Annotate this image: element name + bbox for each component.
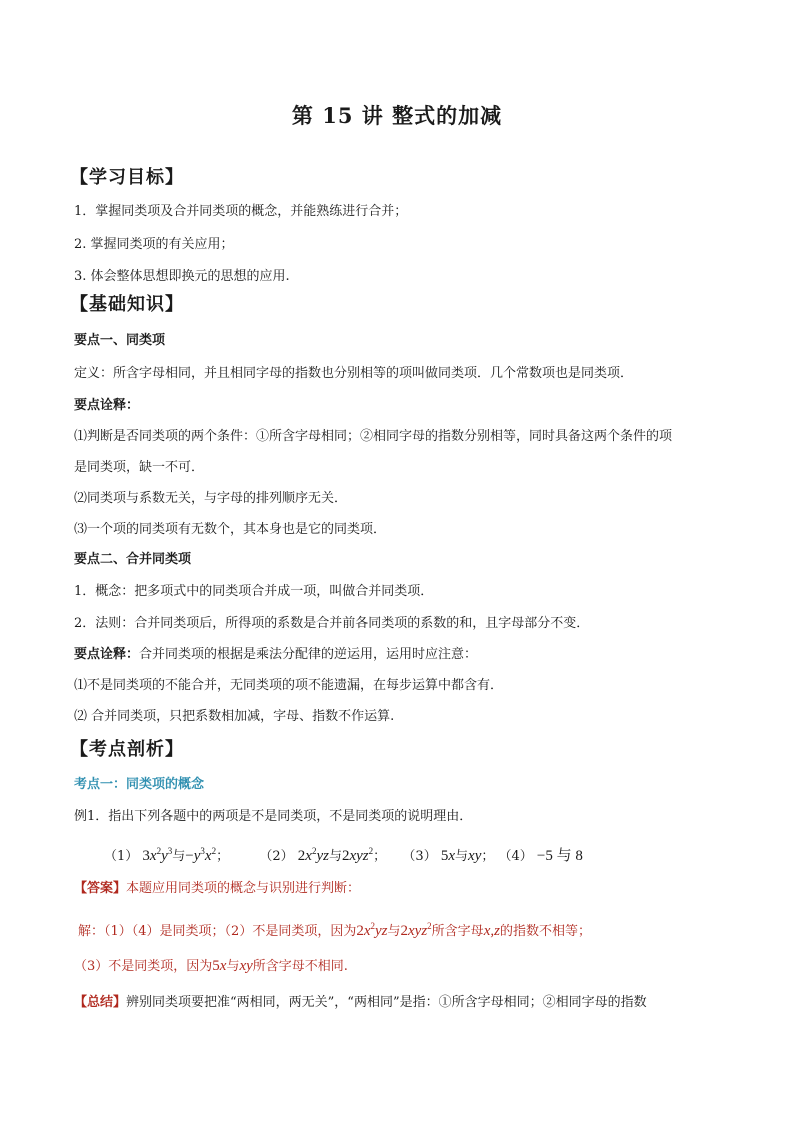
math-expr: xy	[239, 958, 253, 974]
answer-label: 【答案】	[74, 881, 127, 896]
example-items: （1） $3x^2y^3$与$-y^3x^2$； （2） $2x^2yz$与2xyz$^2$； （3） 5x与xy； （4） −5 与 8	[104, 846, 583, 864]
solution-line-2	[74, 957, 348, 976]
summary-text: 辨别同类项要把准“两相同，两无关”，“两相同”是指：①所含字母相同；②相同字母的指数	[126, 995, 647, 1010]
item-label: （1）	[104, 849, 139, 864]
math-expr: x,z	[483, 923, 500, 939]
math-expr: $3x^2y^3$	[142, 846, 173, 864]
math-expr: −5 与 8	[536, 848, 583, 864]
item-label: （2）	[259, 849, 294, 864]
answer-text: 本题应用同类项的概念与识别进行判断：	[126, 881, 361, 896]
point2-note: ⑴不是同类项的不能合并，无同类项的项不能遗漏，在每步运算中都含有．	[74, 678, 504, 693]
goal-item: 2. 掌握同类项的有关应用；	[74, 237, 234, 252]
math-expr: $-y^3x^2$	[185, 846, 217, 864]
summary-line	[74, 994, 647, 1012]
item-label: （4）	[498, 849, 533, 864]
summary-label: 【总结】	[74, 995, 127, 1010]
point1-note: ⑶一个项的同类项有无数个，其本身也是它的同类项．	[74, 522, 387, 537]
solution-text: 所含字母	[431, 924, 484, 939]
section-heading-analysis: 【考点剖析】	[70, 739, 184, 760]
math-expr: xy	[468, 848, 482, 864]
section-heading-goals: 【学习目标】	[70, 167, 184, 188]
goal-item: 3. 体会整体思想即换元的思想的应用.	[74, 269, 290, 284]
goal-item: 1．掌握同类项及合并同类项的概念，并能熟练进行合并；	[74, 204, 408, 219]
item-label: （3）	[402, 849, 437, 864]
section-heading-basics: 【基础知识】	[70, 294, 184, 315]
point2-concept: 1．概念：把多项式中的同类项合并成一项，叫做合并同类项．	[74, 584, 434, 599]
solution-text: （3）不是同类项，因为	[74, 959, 213, 974]
answer-line	[74, 880, 360, 898]
solution-line	[78, 917, 591, 941]
page-title: 第 15 讲 整式的加减	[291, 103, 503, 128]
point2-heading: 要点二、合并同类项	[74, 552, 192, 567]
math-expr: 2xyz$^2$	[400, 921, 432, 939]
math-expr: $2x^2yz$	[356, 921, 388, 939]
conj-text: 与	[455, 849, 469, 864]
point1-note: 是同类项，缺一不可．	[74, 460, 205, 475]
point2-note-line	[74, 646, 477, 664]
solution-text: 解：（1）（4）是同类项；（2）不是同类项，因为	[78, 924, 357, 939]
math-expr: 5x	[440, 848, 456, 864]
conj-text: 与	[387, 924, 401, 939]
exam1-heading: 考点一：同类项的概念	[74, 777, 205, 792]
conj-text: 与	[328, 849, 342, 864]
point2-note-label: 要点诠释：	[74, 647, 140, 662]
math-expr: $2x^2yz$	[297, 846, 329, 864]
example-1: 例1．指出下列各题中的两项是不是同类项，不是同类项的说明理由．	[74, 809, 473, 824]
point1-note: ⑴判断是否同类项的两个条件：①所含字母相同；②相同字母的指数分别相等，同时具备这两个条件的项	[74, 429, 673, 444]
point1-note-label: 要点诠释：	[74, 398, 140, 413]
math-expr: 5x	[212, 958, 227, 974]
math-expr: 2xyz$^2$	[341, 846, 374, 864]
point2-note-text: 合并同类项的根据是乘法分配律的逆运用，运用时应注意：	[139, 647, 478, 662]
point2-note: ⑵ 合并同类项，只把系数相加减，字母、指数不作运算.	[74, 709, 395, 724]
conj-text: 与	[226, 959, 240, 974]
point1-heading: 要点一、同类项	[74, 333, 166, 348]
solution-text: 所含字母不相同.	[252, 959, 348, 974]
point2-rule: 2．法则：合并同类项后，所得项的系数是合并前各同类项的系数的和，且字母部分不变．	[74, 616, 590, 631]
conj-text: 与	[172, 849, 186, 864]
point1-note: ⑵同类项与系数无关，与字母的排列顺序无关．	[74, 491, 348, 506]
solution-text: 的指数不相等；	[499, 924, 591, 939]
point1-definition: 定义：所含字母相同，并且相同字母的指数也分别相等的项叫做同类项．几个常数项也是同类项．	[74, 366, 634, 381]
